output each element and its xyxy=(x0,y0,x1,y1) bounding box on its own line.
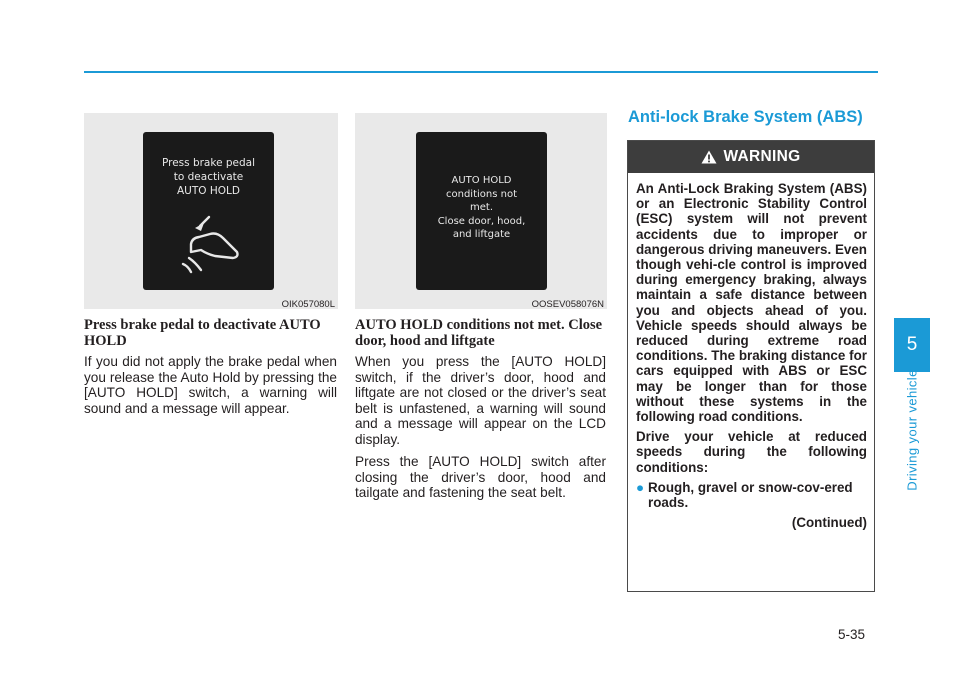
lcd-message: Press brake pedal to deactivate AUTO HOLD xyxy=(161,157,256,197)
lcd-display xyxy=(416,132,547,290)
warning-paragraph: An Anti-Lock Braking System (ABS) or an Electronic Stability Control (ESC) system will not prevent accidents due to improper or dangerous driving maneuvers. Even though vehi-cle control is improved during emergency braking, always maintain a safe distance between you and objects ahead of you. Vehicle speeds should always be reduced during extreme road conditions. The braking distance for cars equipped with ABS or ESC may be longer than for those without these systems in the following road conditions. xyxy=(636,181,867,425)
bullet-icon: ● xyxy=(636,479,645,495)
brake-pedal-icon xyxy=(177,214,243,274)
continued-label: (Continued) xyxy=(791,515,867,531)
lcd-message: AUTO HOLD conditions not met. Close door, hood, and liftgate xyxy=(437,175,526,240)
chapter-label: Driving your vehicle xyxy=(904,369,920,491)
page-number: 5-35 xyxy=(838,627,866,642)
figure-code: OIK057080L xyxy=(281,299,335,310)
section-heading: Press brake pedal to deactivate AUTO HOLD xyxy=(84,317,321,349)
section-conditions-not-met xyxy=(355,317,606,508)
section-deactivate-auto-hold xyxy=(84,317,337,423)
warning-triangle-icon xyxy=(701,150,717,164)
list-item-text: Rough, gravel or snow-cov-ered roads. xyxy=(648,479,853,511)
figure-conditions-not-met xyxy=(355,113,607,309)
warning-box xyxy=(627,140,875,592)
warning-paragraph: Drive your vehicle at reduced speeds during the following conditions: xyxy=(636,429,867,475)
warning-body xyxy=(628,173,874,530)
chapter-tab: 5 xyxy=(894,318,930,372)
figure-code: OOSEV058076N xyxy=(531,299,604,310)
warning-label: WARNING xyxy=(723,148,801,165)
warning-header xyxy=(628,141,874,173)
section-title-abs: Anti-lock Brake System (ABS) xyxy=(628,108,863,126)
lcd-display xyxy=(143,132,274,290)
figure-brake-pedal xyxy=(84,113,338,309)
paragraph: When you press the [AUTO HOLD] switch, if the driver’s door, hood and liftgate are not closed or the driver’s seat belt is unfastened, a warning will sound and a message will appear on the LCD display. xyxy=(355,354,606,447)
paragraph: If you did not apply the brake pedal when you release the Auto Hold by pressing the [AUTO HOLD] switch, a warning will sound and a message will appear. xyxy=(84,354,337,416)
list-item xyxy=(636,480,867,510)
paragraph: Press the [AUTO HOLD] switch after closing the driver’s door, hood and tailgate and fastening the seat belt. xyxy=(355,454,606,500)
top-rule xyxy=(84,71,878,73)
section-heading: AUTO HOLD conditions not met. Close door, hood and liftgate xyxy=(355,317,603,349)
